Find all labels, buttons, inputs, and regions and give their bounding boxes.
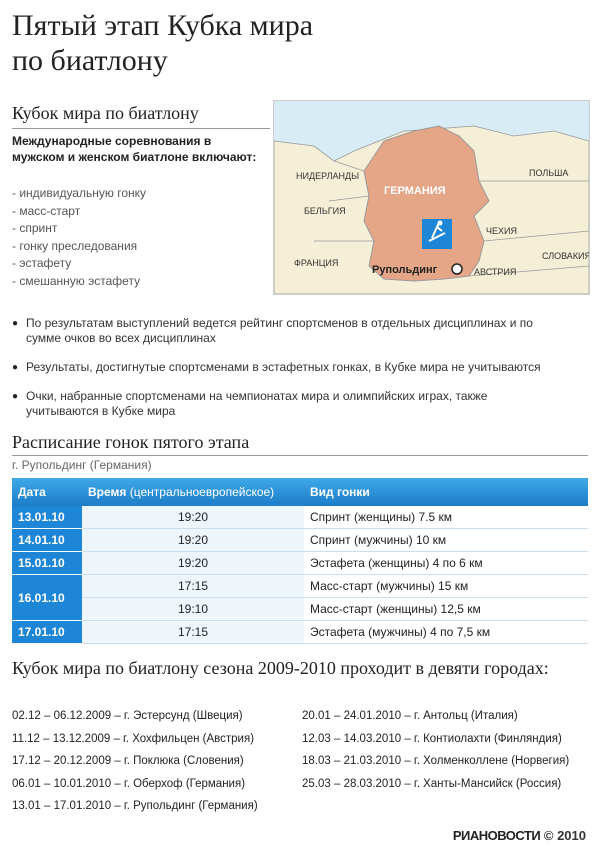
label-belgium: БЕЛЬГИЯ xyxy=(304,206,346,216)
city-marker xyxy=(452,264,462,274)
city-item: 20.01 – 24.01.2010 – г. Антольц (Италия) xyxy=(302,710,518,722)
cell-race: Масс-старт (мужчины) 15 км xyxy=(304,575,588,598)
biathlon-icon xyxy=(422,219,452,249)
header-date: Дата xyxy=(12,478,82,506)
cell-time: 19:20 xyxy=(82,506,304,529)
section-divider xyxy=(12,128,270,129)
note-item: ● Очки, набранные спортсменами на чемпионатах мира и олимпийских играх, также учитываются в Кубке мира xyxy=(12,389,556,419)
schedule-divider xyxy=(12,455,588,456)
city-item: 02.12 – 06.12.2009 – г. Эстерсунд (Швеция) xyxy=(12,710,243,722)
schedule-title: Расписание гонок пятого этапа xyxy=(12,432,250,452)
cell-date: 13.01.10 xyxy=(12,506,82,529)
label-czech: ЧЕХИЯ xyxy=(486,226,517,236)
note-item: ● Результаты, достигнутые спортсменами в эстафетных гонках, в Кубке мира не учитываются xyxy=(12,360,592,375)
germany-shape xyxy=(364,126,489,281)
notes-list xyxy=(12,316,592,429)
city-item: 12.03 – 14.03.2010 – г. Контиолахти (Финляндия) xyxy=(302,732,562,745)
table-row xyxy=(12,621,588,644)
discipline-item: - эстафету xyxy=(12,256,72,270)
note-item: ● По результатам выступлений ведется рейтинг спортсменов в отдельных дисциплинах и по сумме очков во всех дисциплинах xyxy=(12,316,556,346)
city-item: 06.01 – 10.01.2010 – г. Оберхоф (Германия) xyxy=(12,777,246,790)
copyright: © 2010 xyxy=(543,828,586,843)
cell-time: 17:15 xyxy=(82,575,304,598)
cell-date: 15.01.10 xyxy=(12,552,82,575)
label-germany: ГЕРМАНИЯ xyxy=(384,185,446,197)
cell-race: Эстафета (женщины) 4 по 6 км xyxy=(304,552,588,575)
cell-race: Эстафета (мужчины) 4 по 7,5 км xyxy=(304,621,588,644)
cell-time: 17:15 xyxy=(82,621,304,644)
label-city: Рупольдинг xyxy=(372,264,438,276)
cities-left-column xyxy=(12,705,258,818)
table-row xyxy=(12,552,588,575)
discipline-item: - масс-старт xyxy=(12,203,81,218)
city-item: 13.01 – 17.01.2010 – г. Рупольдинг (Германия) xyxy=(12,800,258,812)
page-title xyxy=(12,8,313,78)
discipline-item: - смешанную эстафету xyxy=(12,273,141,288)
cell-time: 19:20 xyxy=(82,552,304,575)
header-time-note: (центральноевропейское) xyxy=(129,485,275,499)
brand-logo: РИАНОВОСТИ xyxy=(452,828,541,843)
cell-date: 17.01.10 xyxy=(12,621,82,644)
title-line-2: по биатлону xyxy=(12,44,168,77)
cell-race: Масс-старт (женщины) 12,5 км xyxy=(304,598,588,621)
schedule-subtitle: г. Рупольдинг (Германия) xyxy=(12,458,152,472)
section-title-world-cup: Кубок мира по биатлону xyxy=(12,103,199,123)
header-time: Время (центральноевропейское) xyxy=(82,478,304,506)
map-svg xyxy=(274,101,589,294)
title-line-1: Пятый этап Кубка мира xyxy=(12,9,314,42)
cell-time: 19:10 xyxy=(82,598,304,621)
intro-text: Международные соревнования в мужском и женском биатлоне включают: xyxy=(12,134,257,164)
city-item: 25.03 – 28.03.2010 – г. Ханты-Мансийск (Россия) xyxy=(302,777,562,790)
header-race: Вид гонки xyxy=(304,478,588,506)
table-row xyxy=(12,598,588,621)
cell-race: Спринт (женщины) 7.5 км xyxy=(304,506,588,529)
table-header xyxy=(12,478,588,506)
city-item: 18.03 – 21.03.2010 – г. Холменколлене (Норвегия) xyxy=(302,755,570,767)
label-netherlands: НИДЕРЛАНДЫ xyxy=(296,171,360,181)
discipline-list xyxy=(12,185,146,290)
cities-title: Кубок мира по биатлону сезона 2009-2010 проходит в девяти городах: xyxy=(12,658,549,678)
cell-time: 19:20 xyxy=(82,529,304,552)
cell-date: 16.01.10 xyxy=(12,575,82,621)
city-item: 17.12 – 20.12.2009 – г. Поклюка (Словения) xyxy=(12,755,244,767)
table-row xyxy=(12,506,588,529)
schedule-table xyxy=(12,478,588,644)
cell-race: Спринт (мужчины) 10 км xyxy=(304,529,588,552)
table-row xyxy=(12,575,588,598)
discipline-item: - спринт xyxy=(12,221,58,235)
cell-date: 14.01.10 xyxy=(12,529,82,552)
label-slovakia: СЛОВАКИЯ xyxy=(542,251,589,261)
discipline-item: - индивидуальную гонку xyxy=(12,186,146,200)
label-austria: АВСТРИЯ xyxy=(474,267,517,277)
label-poland: ПОЛЬША xyxy=(529,168,569,178)
footer-credit xyxy=(453,828,586,843)
city-item: 11.12 – 13.12.2009 – г. Хохфильцен (Австрия) xyxy=(12,732,255,745)
label-france: ФРАНЦИЯ xyxy=(294,258,339,268)
cities-right-column xyxy=(302,705,569,795)
map-germany xyxy=(273,100,590,295)
table-row xyxy=(12,529,588,552)
discipline-item: - гонку преследования xyxy=(12,238,138,253)
